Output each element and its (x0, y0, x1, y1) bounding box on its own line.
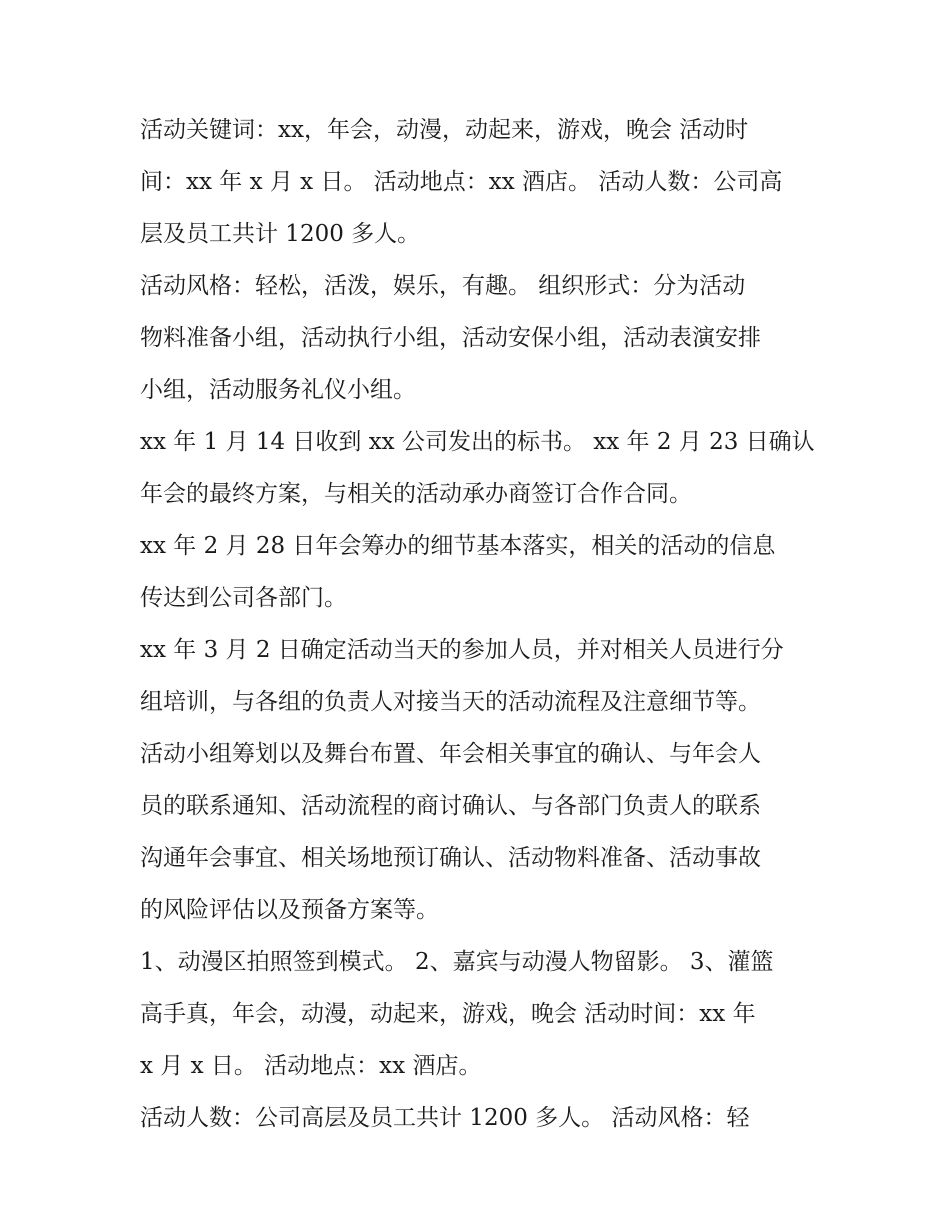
text-line: 层及员工共计 1200 多人。 (140, 221, 421, 247)
text-line: 活动小组筹划以及舞台布置、年会相关事宜的确认、与年会人 (140, 741, 761, 767)
text-line: 组培训，与各组的负责人对接当天的活动流程及注意细节等。 (140, 689, 761, 715)
text-line: 间：xx 年 x 月 x 日。 活动地点：xx 酒店。 活动人数：公司高 (140, 169, 783, 195)
text-line: 传达到公司各部门。 (140, 585, 347, 611)
document-body (140, 104, 830, 1144)
text-line: 员的联系通知、活动流程的商讨确认、与各部门负责人的联系 (140, 793, 761, 819)
text-line: 小组，活动服务礼仪小组。 (140, 377, 416, 403)
text-line: 的风险评估以及预备方案等。 (140, 897, 439, 923)
text-line: 活动人数：公司高层及员工共计 1200 多人。 活动风格：轻 (140, 1105, 750, 1131)
text-line: xx 年 2 月 28 日年会筹办的细节基本落实，相关的活动的信息 (140, 533, 776, 559)
text-line: 活动风格：轻松，活泼，娱乐，有趣。 组织形式：分为活动 (140, 273, 746, 299)
text-line: xx 年 3 月 2 日确定活动当天的参加人员，并对相关人员进行分 (140, 637, 784, 663)
text-line: 活动关键词：xx，年会，动漫，动起来，游戏，晚会 活动时 (140, 117, 749, 143)
text-line: 1、动漫区拍照签到模式。 2、嘉宾与动漫人物留影。 3、灌篮 (140, 949, 774, 975)
text-line: 高手真，年会，动漫，动起来，游戏，晚会 活动时间：xx 年 (140, 1001, 756, 1027)
text-line: 物料准备小组，活动执行小组，活动安保小组，活动表演安排 (140, 325, 761, 351)
text-line: xx 年 1 月 14 日收到 xx 公司发出的标书。 xx 年 2 月 23 日确认 (140, 429, 815, 455)
text-line: 沟通年会事宜、相关场地预订确认、活动物料准备、活动事故 (140, 845, 761, 871)
text-line: 年会的最终方案，与相关的活动承办商签订合作合同。 (140, 481, 692, 507)
text-line: x 月 x 日。 活动地点：xx 酒店。 (140, 1053, 482, 1079)
